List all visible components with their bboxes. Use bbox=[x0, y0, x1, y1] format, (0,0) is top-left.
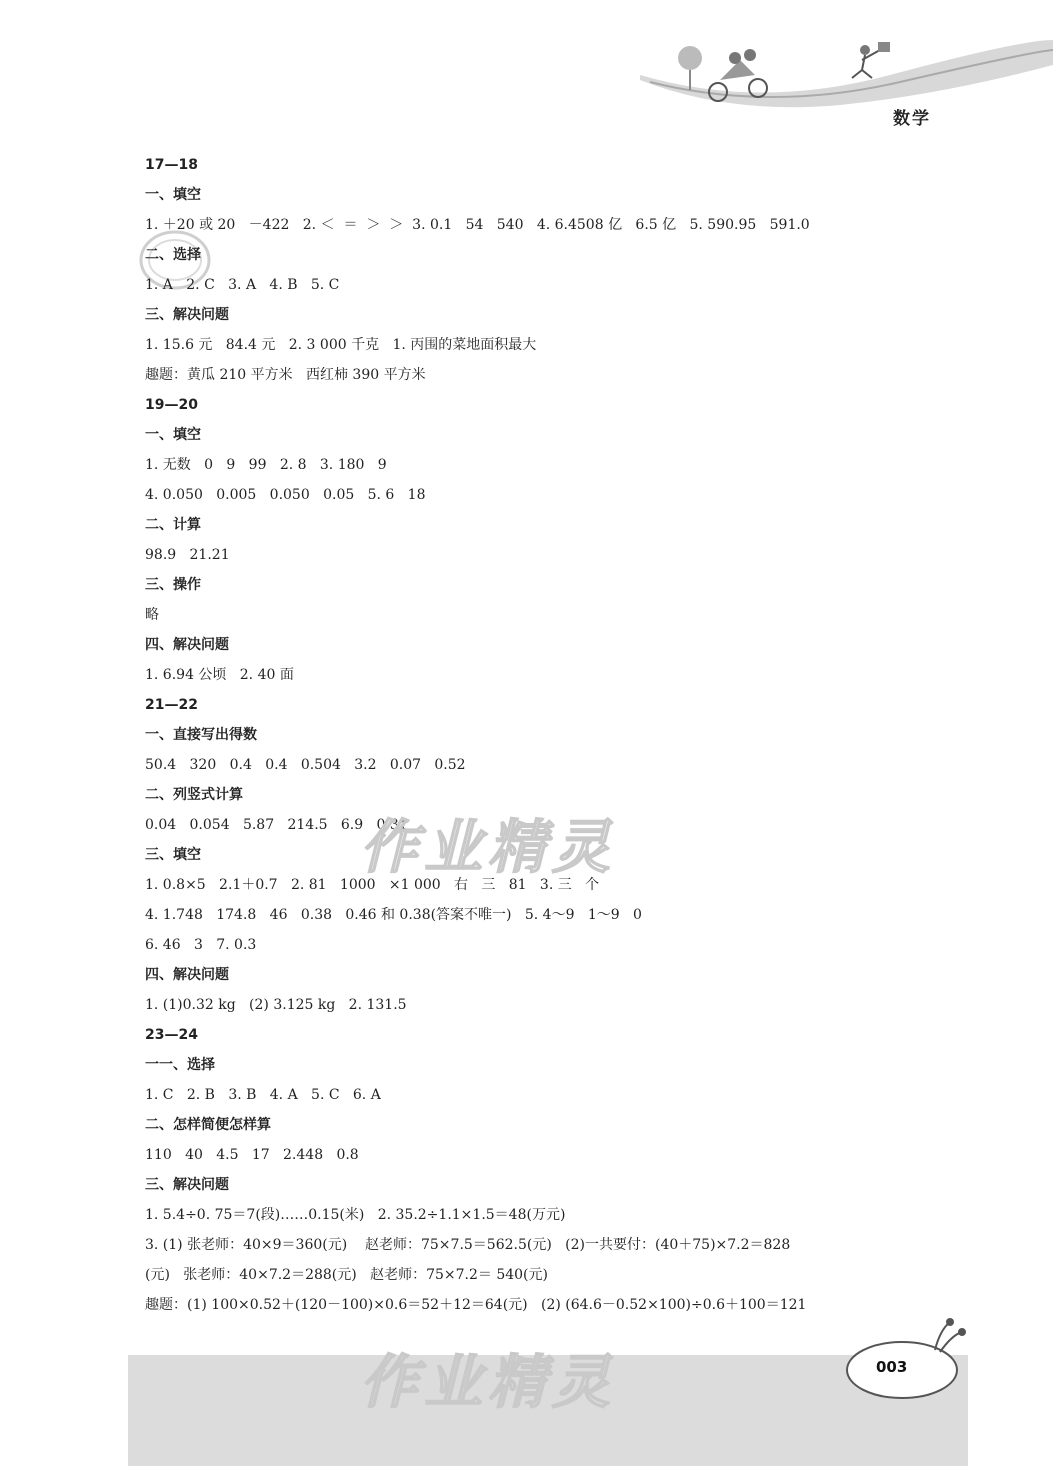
watermark-middle: 作业精灵 bbox=[360, 813, 617, 881]
answer-line: 110 40 4.5 17 2.448 0.8 bbox=[145, 1147, 359, 1163]
section-heading: 二、选择 bbox=[145, 247, 201, 263]
watermark-footer: 作业精灵 bbox=[360, 1348, 617, 1416]
section-heading: 三、解决问题 bbox=[145, 307, 229, 323]
section-heading: 17—18 bbox=[145, 157, 198, 173]
answer-content bbox=[145, 150, 945, 1320]
section-heading: 三、填空 bbox=[145, 847, 201, 863]
page-number: 003 bbox=[876, 1358, 908, 1376]
answer-line: 略 bbox=[145, 607, 159, 623]
answer-line: 1. (1)0.32 kg (2) 3.125 kg 2. 131.5 bbox=[145, 997, 407, 1013]
answer-line: 1. 0.8×5 2.1＋0.7 2. 81 1000 ×1 000 右 三 81 3. 三 个 bbox=[145, 877, 600, 893]
section-heading: 一一、选择 bbox=[145, 1057, 215, 1073]
section-heading: 二、列竖式计算 bbox=[145, 787, 243, 803]
answer-line: (元) 张老师：40×7.2＝288(元) 赵老师：75×7.2＝ 540(元) bbox=[145, 1267, 548, 1283]
answer-line: 1. A 2. C 3. A 4. B 5. C bbox=[145, 277, 340, 293]
answer-line: 1. C 2. B 3. B 4. A 5. C 6. A bbox=[145, 1087, 381, 1103]
section-heading: 三、解决问题 bbox=[145, 1177, 229, 1193]
section-heading: 19—20 bbox=[145, 397, 198, 413]
answer-line: 1. 无数 0 9 99 2. 8 3. 180 9 bbox=[145, 457, 387, 473]
answer-line: 4. 1.748 174.8 46 0.38 0.46 和 0.38(答案不唯一) 5. 4～9 1～9 0 bbox=[145, 907, 642, 923]
section-heading: 三、操作 bbox=[145, 577, 201, 593]
section-heading: 四、解决问题 bbox=[145, 637, 229, 653]
header-illustration bbox=[640, 20, 1053, 130]
section-heading: 四、解决问题 bbox=[145, 967, 229, 983]
answer-line: 6. 46 3 7. 0.3 bbox=[145, 937, 257, 953]
section-heading: 一、直接写出得数 bbox=[145, 727, 257, 743]
section-heading: 二、怎样简便怎样算 bbox=[145, 1117, 271, 1133]
answer-line: 98.9 21.21 bbox=[145, 547, 230, 563]
section-heading: 一、填空 bbox=[145, 187, 201, 203]
section-heading: 23—24 bbox=[145, 1027, 198, 1043]
answer-line: 趣题：(1) 100×0.52＋(120－100)×0.6＝52＋12＝64(元) (2) (64.6－0.52×100)÷0.6＋100＝121 bbox=[145, 1297, 807, 1313]
answer-line: 趣题：黄瓜 210 平方米 西红柿 390 平方米 bbox=[145, 367, 426, 383]
subject-label: 数学 bbox=[893, 109, 931, 129]
answer-line: 50.4 320 0.4 0.4 0.504 3.2 0.07 0.52 bbox=[145, 757, 466, 773]
section-heading: 21—22 bbox=[145, 697, 198, 713]
answer-line: 0.04 0.054 5.87 214.5 6.9 0.31 bbox=[145, 817, 408, 833]
answer-line: 1. 5.4÷0. 75＝7(段)……0.15(米) 2. 35.2÷1.1×1.5＝48(万元) bbox=[145, 1207, 566, 1223]
section-heading: 一、填空 bbox=[145, 427, 201, 443]
answer-line: 3. (1) 张老师：40×9＝360(元) 赵老师：75×7.5＝562.5(元) (2)一共要付：(40＋75)×7.2＝828 bbox=[145, 1237, 791, 1253]
answer-line: 1. ＋20 或 20 －422 2. ＜ ＝ ＞ ＞ 3. 0.1 54 540 4. 6.4508 亿 6.5 亿 5. 590.95 591.0 bbox=[145, 217, 810, 233]
section-heading: 二、计算 bbox=[145, 517, 201, 533]
answer-line: 4. 0.050 0.005 0.050 0.05 5. 6 18 bbox=[145, 487, 426, 503]
answer-line: 1. 6.94 公顷 2. 40 面 bbox=[145, 667, 294, 683]
answer-line: 1. 15.6 元 84.4 元 2. 3 000 千克 1. 丙围的菜地面积最大 bbox=[145, 337, 537, 353]
